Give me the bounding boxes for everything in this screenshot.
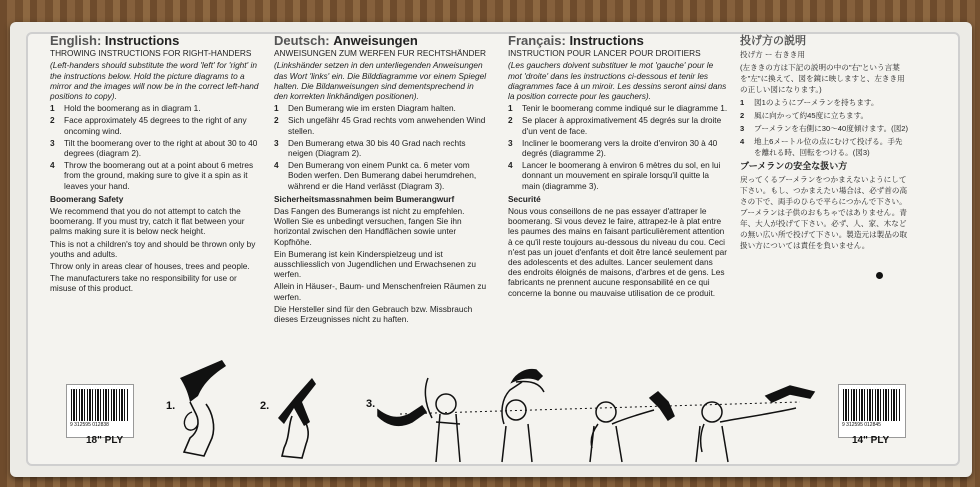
diagram-label-1: 1.: [166, 400, 176, 412]
step-number: 2: [508, 115, 513, 126]
japanese-title: 投げ方の説明: [740, 35, 806, 47]
francais-column: [508, 33, 728, 300]
english-safety-text: The manufacturers take no responsibility for use or misuse of this product.: [50, 273, 237, 294]
hang-hole: [876, 272, 883, 279]
japanese-subtitle: 投げ方 ー 右きき用: [740, 50, 805, 59]
step-number: 2: [50, 115, 55, 126]
deutsch-safety-text: Ein Bumerang ist kein Kinderspielzeug und ist ausschliesslich von Jugendlichen und Erwachsenen zu werfen.: [274, 248, 477, 280]
step-number: 2: [274, 115, 279, 126]
diagram-label-3: 3.: [366, 398, 376, 410]
step-text: 地上6メートル位の点にむけて投げる。手先を離れる時、回転をつける。(図3): [754, 137, 903, 157]
step-text: Lancer le boomerang à environ 6 mètres du sol, en lui donnant un mouvement en spirale lorsqu'il quitte la main (diagramme 3).: [522, 160, 721, 191]
ply-left: 18" PLY: [86, 435, 124, 446]
deutsch-lang: Deutsch:: [274, 33, 330, 48]
step-text: 図1のようにブーメランを持ちます。: [754, 98, 879, 107]
francais-safety-title: Securité: [508, 193, 541, 204]
english-safety-text: This is not a children's toy and should be thrown only by youths and adults.: [50, 238, 256, 259]
francais-safety-text: Nous vous conseillons de ne pas essayer d'attraper le boomerang. Si vous devez le faire, attrapez-le à plat entre les paumes des mains en faisant particulièrement attention à ce qu'il reste toujours au-dessous du niveau du cou. Ceci n'est pas un jouet d'enfants et doit être lancé seulement par des adolescents et des adultes. Lancer seulement dans des endroits éloignés de maisons, d'arbres et de gens. Les fabricants ne prennent aucune responsabilité en ce qui concerne la bonne ou mauvaise utilisation de ce produit.: [508, 206, 728, 298]
deutsch-note: (Linkshänder setzen in den unterliegenden Anweisungen das Wort 'links' ein. Die Bilddiagramme vor einem Spiegel halten. Die Bildanweisungen sind dementsprechend in den korrekten linkhändigen positionen).: [274, 60, 487, 102]
deutsch-safety-text: Das Fangen des Bumerangs ist nicht zu empfehlen. Wollen Sie es unbedingt versuchen, fangen Sie ihn horizontal zwischen den Handflächen sowie unter Kopfhöhe.: [274, 206, 465, 247]
deutsch-steps: [274, 103, 488, 191]
step-number: 3: [274, 137, 279, 148]
francais-heading: [508, 33, 728, 48]
step-text: 風に向かって約45度に立ちます。: [754, 111, 869, 120]
deutsch-safety-text: Die Hersteller sind für den Gebrauch bzw. Missbrauch dieses Erzeugnisses nicht zu haften.: [274, 303, 473, 325]
step-number: 4: [740, 137, 745, 146]
deutsch-title: Anweisungen: [333, 33, 418, 48]
deutsch-step: [274, 103, 488, 113]
japanese-step: [740, 136, 910, 158]
japanese-column: [740, 36, 910, 253]
francais-step: [508, 138, 728, 158]
step-number: 4: [274, 160, 279, 171]
barcode-left: [66, 384, 134, 438]
diagram-1-hand-boomerang: [180, 360, 226, 456]
deutsch-heading: [274, 33, 488, 48]
japanese-note: (左ききの方は下記の説明の中の"右"という言葉を"左"に換えて、図を鏡に映しますと、左きき用の正しい図になります。): [740, 63, 905, 94]
diagram-label-2: 2.: [260, 400, 270, 412]
francais-step: [508, 160, 728, 191]
step-number: 2: [740, 111, 745, 120]
step-text: Tenir le boomerang comme indiqué sur le diagramme 1.: [522, 103, 728, 114]
english-step: [50, 103, 260, 113]
english-lang: English:: [50, 33, 102, 48]
step-text: Den Bumerang von einem Punkt ca. 6 meter vom Boden werfen. Den Bumerang dabei herumdrehen, während er die Hand verlässt (Diagram 3).: [288, 160, 477, 191]
throwing-diagrams: [160, 352, 820, 472]
barcode-bars: [71, 389, 129, 421]
deutsch-safety-text: Allein in Häuser-, Baum- und Menschenfreien Räumen zu werfen.: [274, 281, 487, 302]
deutsch-step: [274, 115, 488, 135]
japanese-step: [740, 97, 910, 108]
barcode-number: 9 312595 012845: [842, 422, 881, 428]
instruction-card: [10, 22, 972, 477]
step-number: 4: [50, 160, 55, 171]
deutsch-column: [274, 33, 488, 326]
step-text: Se placer à approximativement 45 degrés sur la droite d'un vent de face.: [522, 115, 722, 136]
step-text: Incliner le boomerang vers la droite d'environ 30 à 40 degrés (diagramme 2).: [522, 137, 718, 159]
japanese-step: [740, 123, 910, 134]
francais-steps: [508, 103, 728, 191]
step-text: Sich ungefähr 45 Grad rechts vom anwehenden Wind stellen.: [288, 115, 486, 136]
step-number: 1: [50, 103, 55, 114]
english-step: [50, 160, 260, 191]
english-step: [50, 138, 260, 158]
francais-step: [508, 115, 728, 135]
japanese-safety-title: ブーメランの安全な扱い方: [740, 161, 848, 171]
francais-lang: Français:: [508, 33, 566, 48]
english-note: (Left-handers should substitute the word 'left' for 'right' in the instructions below. Hold the picture diagrams to a mirror and the images will now be in the correct left-hand positions to copy).: [50, 60, 259, 102]
japanese-step: [740, 110, 910, 121]
step-text: Tilt the boomerang over to the right at about 30 to 40 degrees (diagram 2).: [64, 137, 258, 159]
english-column: [50, 33, 260, 296]
step-text: Hold the boomerang as in diagram 1.: [64, 103, 201, 114]
deutsch-subtitle: ANWEISUNGEN ZUM WERFEN FUR RECHTSHÄNDER: [274, 48, 487, 59]
japanese-steps: [740, 97, 910, 158]
english-step: [50, 115, 260, 135]
english-safety-text: We recommend that you do not attempt to catch the boomerang. If you must try, catch it flat between your palms making sure it is below neck height.: [50, 206, 245, 237]
japanese-safety-text: 戻ってくるブーメランをつかまえないようにして下さい。もし、つかまえたい場合は、必ず首の高さの下で、両手のひらで平らにつかんで下さい。ブーメランは子供のおもちゃではありません。青年、大人が投げて下さい。必ず、人、家、木などの無い広い所で投げて下さい。製造元は製品の取扱い方については責任を負いません。: [740, 175, 908, 250]
english-safety-title: Boomerang Safety: [50, 193, 124, 204]
english-steps: [50, 103, 260, 191]
barcode-bars: [843, 389, 901, 421]
barcode-number: 9 312595 012838: [70, 422, 109, 428]
ply-right: 14" PLY: [852, 435, 890, 446]
step-number: 3: [740, 124, 745, 133]
deutsch-safety-title: Sicherheitsmassnahmen beim Bumerangwurf: [274, 193, 455, 204]
step-text: Throw the boomerang out at a point about 6 metres from the ground, making sure to give it a spin as it leaves your hand.: [64, 160, 254, 191]
diagram-2-tilted-boomerang: [278, 378, 316, 458]
step-number: 1: [274, 103, 279, 114]
step-number: 3: [50, 137, 55, 148]
francais-subtitle: INSTRUCTION POUR LANCER POUR DROITIERS: [508, 48, 701, 59]
english-safety-text: Throw only in areas clear of houses, trees and people.: [50, 261, 250, 272]
english-subtitle: THROWING INSTRUCTIONS FOR RIGHT-HANDERS: [50, 48, 252, 59]
step-text: Den Bumerang etwa 30 bis 40 Grad nach rechts neigen (Diagram 2).: [288, 137, 466, 159]
step-number: 3: [508, 137, 513, 148]
francais-step: [508, 103, 728, 113]
diagram-3-throw-sequence: [378, 370, 814, 462]
step-number: 1: [508, 103, 513, 114]
step-number: 4: [508, 160, 513, 171]
step-text: Den Bumerang wie im ersten Diagram halten.: [288, 103, 456, 114]
deutsch-step: [274, 160, 488, 191]
english-title: Instructions: [104, 33, 180, 48]
barcode-right: [838, 384, 906, 438]
step-text: Face approximately 45 degrees to the right of any oncoming wind.: [64, 115, 247, 136]
step-number: 1: [740, 98, 745, 107]
english-heading: [50, 33, 260, 48]
francais-note: (Les gauchers doivent substituer le mot 'gauche' pour le mot 'droite' dans les instructions ci-dessous et tenir les diagrammes face à un miroir. Les dessins seront ainsi dans la position correcte pour les gauchers).: [508, 60, 727, 102]
step-text: ブーメランを右側に30〜40度傾けます。(図2): [754, 124, 909, 133]
deutsch-step: [274, 138, 488, 158]
francais-title: Instructions: [569, 33, 644, 48]
